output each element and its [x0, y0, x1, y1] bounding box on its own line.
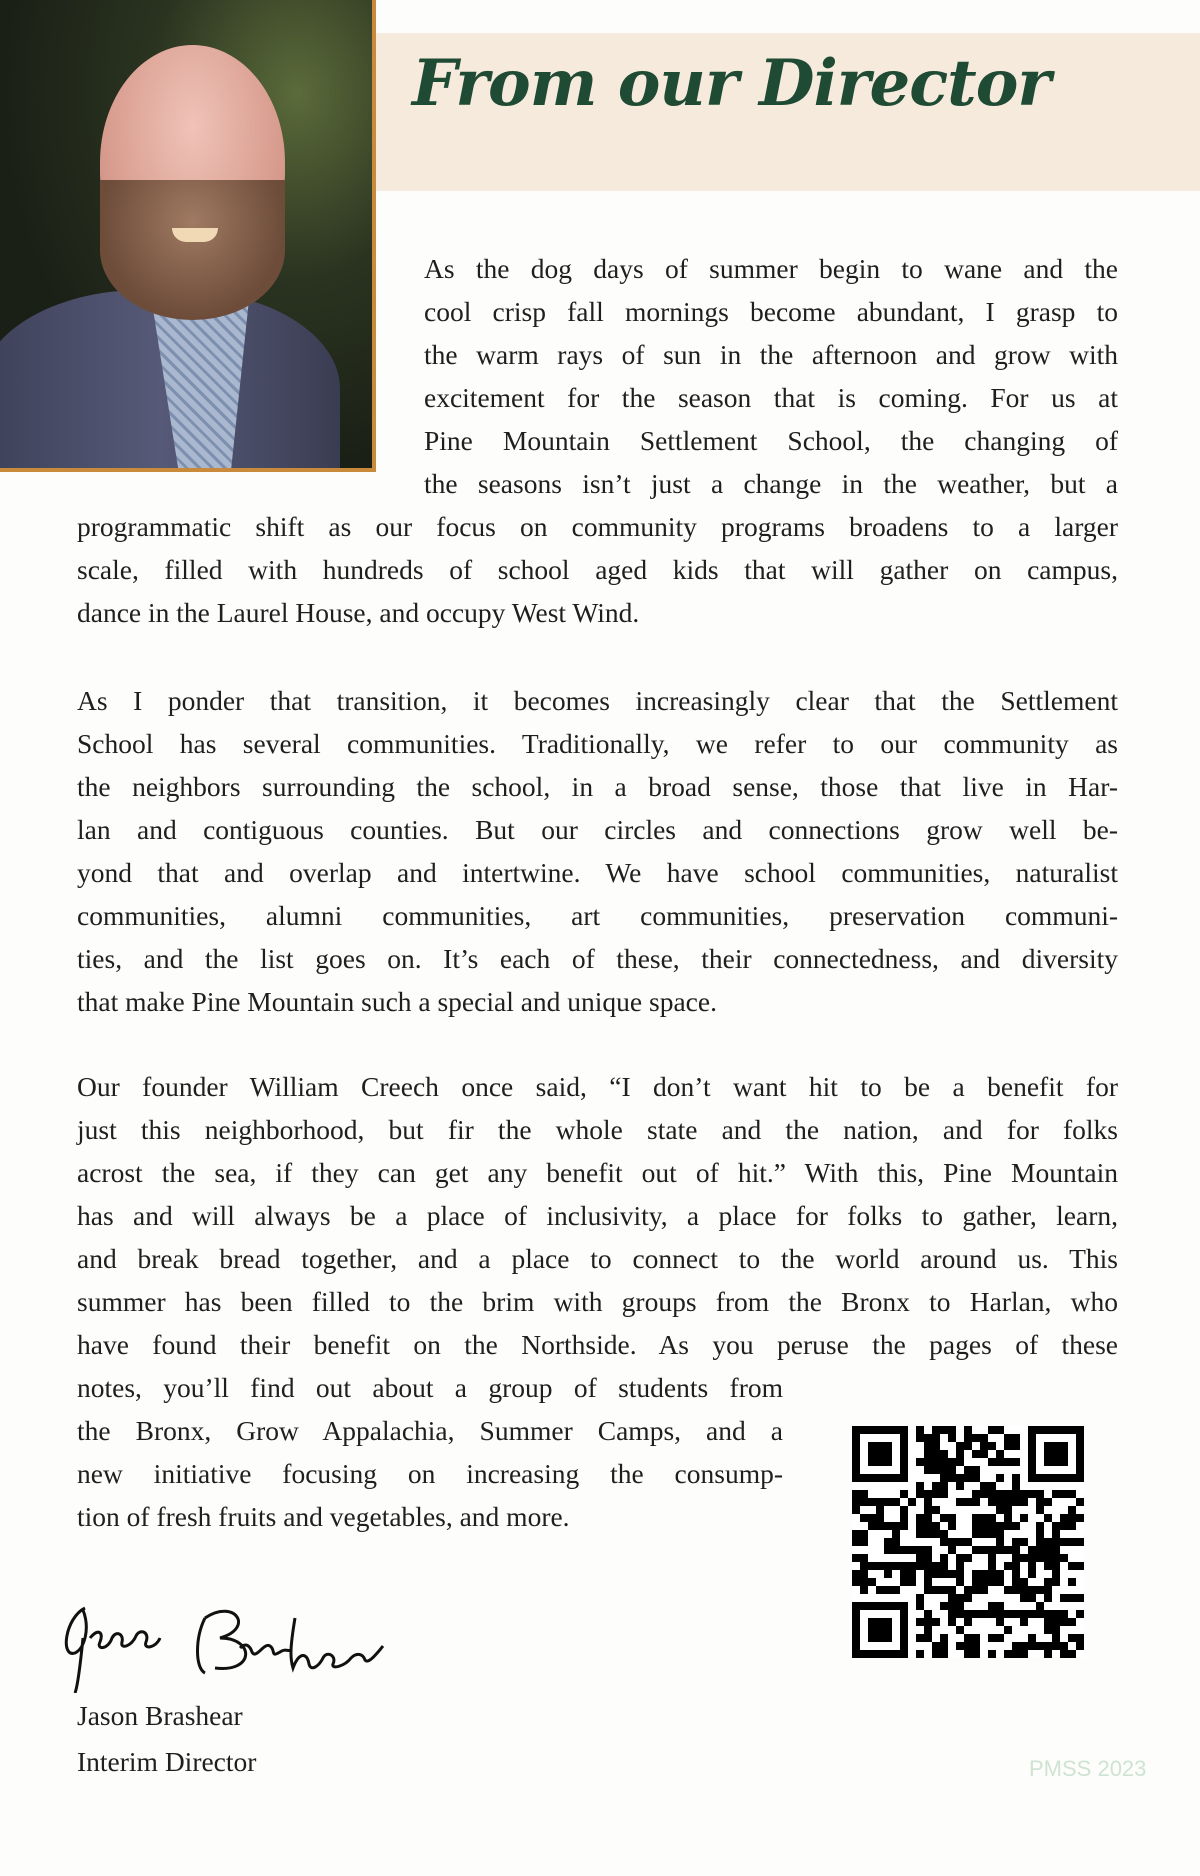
text-line: excitement for the season that is coming. For us at [424, 382, 1118, 413]
text-line: yond that and overlap and intertwine. We have school communities, naturalist [77, 857, 1118, 888]
footer-mark: PMSS 2023 [1029, 1756, 1147, 1781]
text-line: notes, you’ll find out about a group of students from [77, 1372, 783, 1403]
text-line: ties, and the list goes on. It’s each of these, their connectedness, and diversity [77, 943, 1118, 974]
text-line: lan and contiguous counties. But our circles and connections grow well be- [77, 814, 1118, 845]
text-line: have found their benefit on the Northside. As you peruse the pages of these [77, 1329, 1118, 1360]
text-line: the neighbors surrounding the school, in a broad sense, those that live in Har- [77, 771, 1118, 802]
signature-image [55, 1598, 425, 1693]
text-line: As I ponder that transition, it becomes increasingly clear that the Settlement [77, 685, 1118, 716]
text-line: the seasons isn’t just a change in the weather, but a [424, 468, 1118, 499]
text-line: School has several communities. Traditionally, we refer to our community as [77, 728, 1118, 759]
text-line: just this neighborhood, but fir the whole state and the nation, and for folks [77, 1114, 1118, 1145]
director-photo [0, 0, 376, 472]
text-line: the Bronx, Grow Appalachia, Summer Camps, and a [77, 1415, 783, 1446]
text-line: cool crisp fall mornings become abundant, I grasp to [424, 296, 1118, 327]
text-line: summer has been filled to the brim with groups from the Bronx to Harlan, who [77, 1286, 1118, 1317]
signer-name: Jason Brashear [77, 1700, 243, 1731]
qr-code[interactable] [852, 1426, 1084, 1658]
signer-role: Interim Director [77, 1746, 257, 1777]
text-line: scale, filled with hundreds of school aged kids that will gather on campus, [77, 554, 1118, 585]
text-line: acrost the sea, if they can get any benefit out of hit.” With this, Pine Mountain [77, 1157, 1118, 1188]
text-line: that make Pine Mountain such a special and unique space. [77, 986, 717, 1017]
text-line: the warm rays of sun in the afternoon and grow with [424, 339, 1118, 370]
text-line: Our founder William Creech once said, “I don’t want hit to be a benefit for [77, 1071, 1118, 1102]
text-line: and break bread together, and a place to connect to the world around us. This [77, 1243, 1118, 1274]
page-title: From our Director [412, 46, 1051, 121]
text-line: Pine Mountain Settlement School, the changing of [424, 425, 1118, 456]
text-line: communities, alumni communities, art communities, preservation communi- [77, 900, 1118, 931]
text-line: tion of fresh fruits and vegetables, and more. [77, 1501, 570, 1532]
text-line: has and will always be a place of inclusivity, a place for folks to gather, learn, [77, 1200, 1118, 1231]
text-line: dance in the Laurel House, and occupy West Wind. [77, 597, 640, 628]
text-line: programmatic shift as our focus on community programs broadens to a larger [77, 511, 1118, 542]
text-line: new initiative focusing on increasing the consump- [77, 1458, 783, 1489]
text-line: As the dog days of summer begin to wane and the [424, 253, 1118, 284]
